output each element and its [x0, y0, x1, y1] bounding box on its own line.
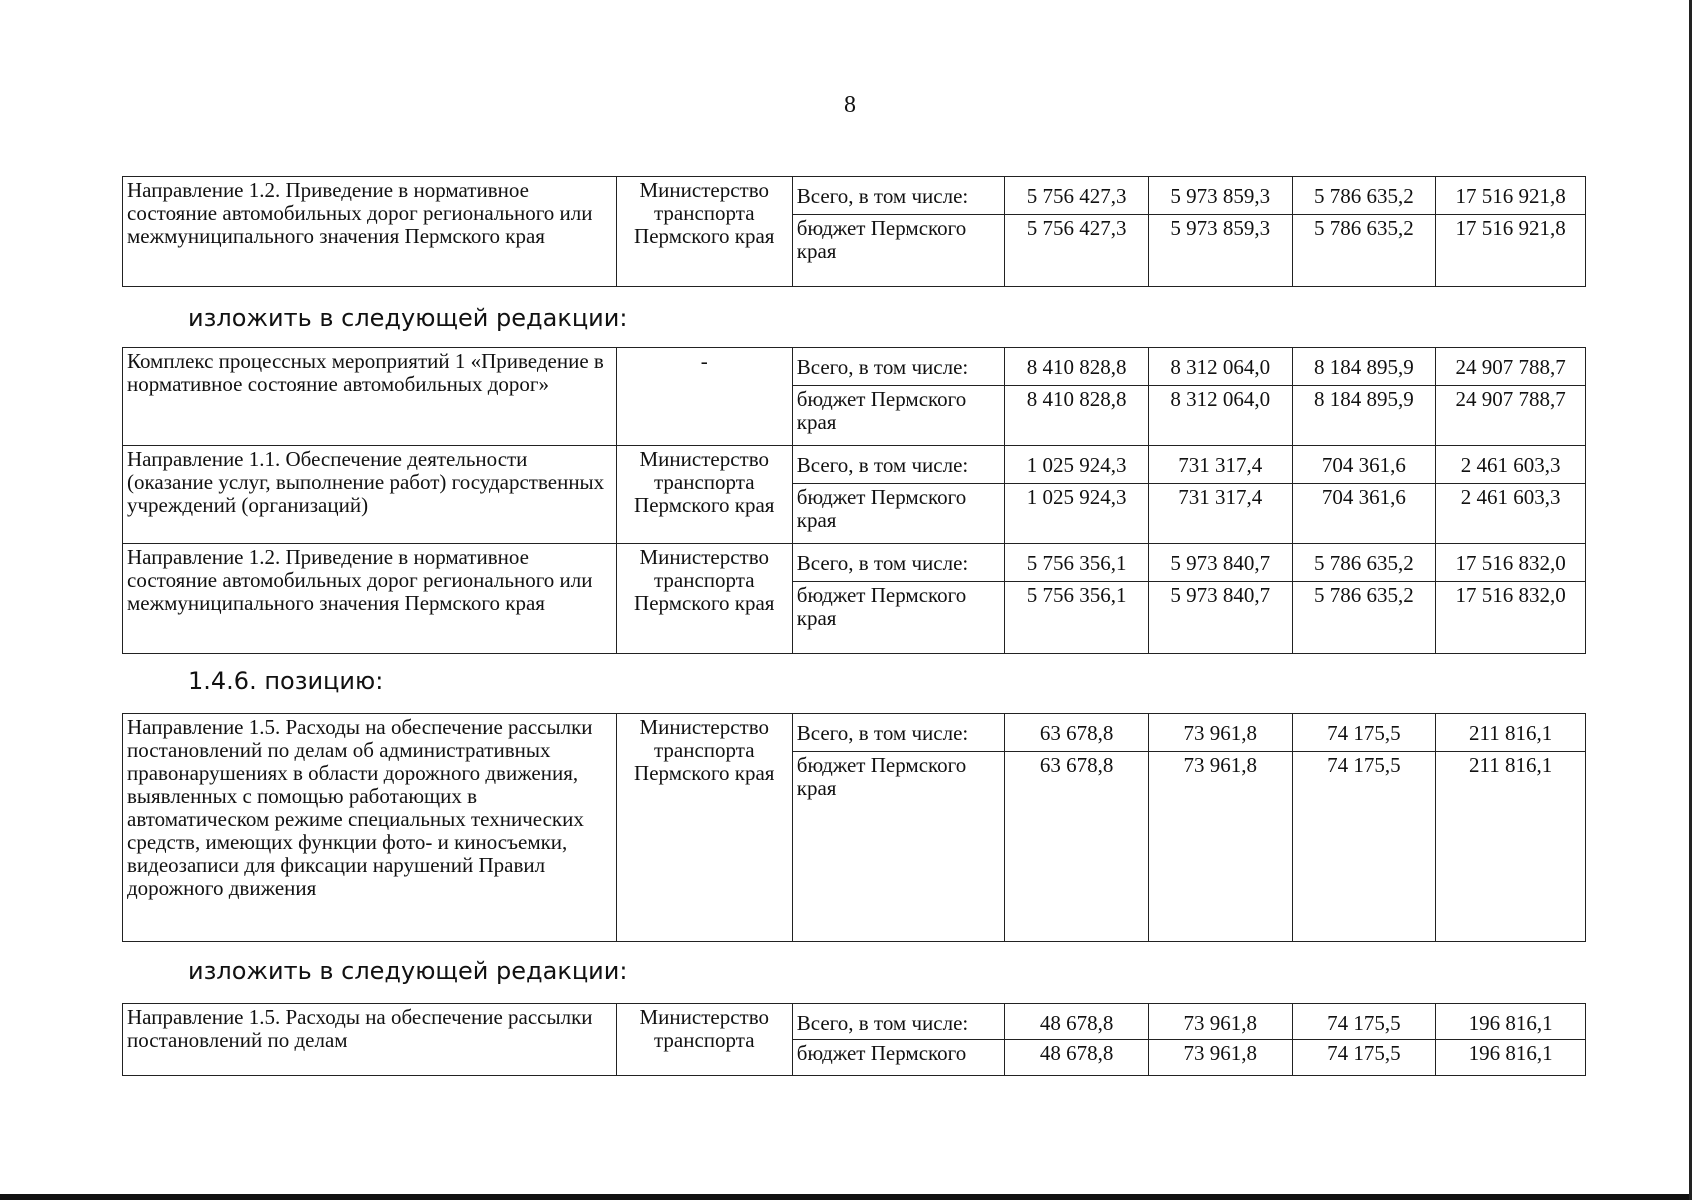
year-value-cell: 63 678,8 [1005, 714, 1149, 752]
scan-edge-bottom [0, 1194, 1692, 1200]
total-value-cell: 17 516 832,0 [1436, 544, 1586, 582]
total-value-cell: 24 907 788,7 [1436, 348, 1586, 386]
year-value-cell: 48 678,8 [1005, 1040, 1149, 1076]
year-value-cell: 73 961,8 [1148, 714, 1292, 752]
table-row [123, 1004, 1586, 1040]
instruction-text: изложить в следующей редакции: [188, 304, 628, 332]
year-value-cell: 8 410 828,8 [1005, 386, 1149, 446]
executor-cell: Министерство транспорта Пермского края [616, 446, 792, 544]
instruction-text: 1.4.6. позицию: [188, 667, 384, 695]
table-row [123, 177, 1586, 215]
executor-cell: Министерство транспорта Пермского края [616, 544, 792, 654]
year-value-cell: 5 756 356,1 [1005, 582, 1149, 654]
year-value-cell: 5 973 859,3 [1148, 177, 1292, 215]
year-value-cell: 8 184 895,9 [1292, 386, 1436, 446]
event-name-cell: Комплекс процессных мероприятий 1 «Приведение в нормативное состояние автомобильных дорог» [123, 348, 617, 446]
year-value-cell: 704 361,6 [1292, 484, 1436, 544]
total-value-cell: 24 907 788,7 [1436, 386, 1586, 446]
year-value-cell: 74 175,5 [1292, 752, 1436, 942]
total-value-cell: 17 516 921,8 [1436, 215, 1586, 287]
funding-source-cell: бюджет Пермского края [792, 215, 1004, 287]
year-value-cell: 74 175,5 [1292, 1004, 1436, 1040]
table-row [123, 714, 1586, 752]
year-value-cell: 63 678,8 [1005, 752, 1149, 942]
year-value-cell: 74 175,5 [1292, 1040, 1436, 1076]
year-value-cell: 5 786 635,2 [1292, 215, 1436, 287]
year-value-cell: 73 961,8 [1148, 752, 1292, 942]
year-value-cell: 5 786 635,2 [1292, 544, 1436, 582]
funding-source-cell: бюджет Пермского [792, 1040, 1004, 1076]
year-value-cell: 731 317,4 [1148, 446, 1292, 484]
funding-source-cell: бюджет Пермского края [792, 386, 1004, 446]
total-value-cell: 196 816,1 [1436, 1004, 1586, 1040]
year-value-cell: 73 961,8 [1148, 1004, 1292, 1040]
funding-source-cell: бюджет Пермского края [792, 752, 1004, 942]
year-value-cell: 8 312 064,0 [1148, 386, 1292, 446]
year-value-cell: 731 317,4 [1148, 484, 1292, 544]
funding-source-cell: Всего, в том числе: [792, 1004, 1004, 1040]
budget-table [122, 1003, 1586, 1076]
funding-source-cell: Всего, в том числе: [792, 714, 1004, 752]
year-value-cell: 74 175,5 [1292, 714, 1436, 752]
executor-cell: - [616, 348, 792, 446]
year-value-cell: 1 025 924,3 [1005, 484, 1149, 544]
year-value-cell: 704 361,6 [1292, 446, 1436, 484]
budget-table [122, 176, 1586, 287]
executor-cell: Министерство транспорта Пермского края [616, 177, 792, 287]
funding-source-cell: Всего, в том числе: [792, 446, 1004, 484]
year-value-cell: 5 786 635,2 [1292, 582, 1436, 654]
budget-table [122, 347, 1586, 654]
total-value-cell: 196 816,1 [1436, 1040, 1586, 1076]
year-value-cell: 73 961,8 [1148, 1040, 1292, 1076]
funding-source-cell: бюджет Пермского края [792, 582, 1004, 654]
budget-table [122, 713, 1586, 942]
total-value-cell: 2 461 603,3 [1436, 446, 1586, 484]
total-value-cell: 17 516 921,8 [1436, 177, 1586, 215]
total-value-cell: 211 816,1 [1436, 714, 1586, 752]
event-name-cell: Направление 1.2. Приведение в нормативное состояние автомобильных дорог регионального или межмуниципального значения Пермского края [123, 544, 617, 654]
table-row [123, 544, 1586, 582]
total-value-cell: 211 816,1 [1436, 752, 1586, 942]
year-value-cell: 1 025 924,3 [1005, 446, 1149, 484]
event-name-cell: Направление 1.5. Расходы на обеспечение рассылки постановлений по делам об административных правонарушениях в области дорожного движения, выявленных с помощью работающих в автоматическом режиме специальных технических средств, имеющих функции фото- и киносъемки, видеозаписи для фиксации нарушений Правил дорожного движения [123, 714, 617, 942]
executor-cell: Министерство транспорта Пермского края [616, 714, 792, 942]
year-value-cell: 8 312 064,0 [1148, 348, 1292, 386]
total-value-cell: 17 516 832,0 [1436, 582, 1586, 654]
table-row [123, 348, 1586, 386]
funding-source-cell: Всего, в том числе: [792, 348, 1004, 386]
year-value-cell: 8 184 895,9 [1292, 348, 1436, 386]
year-value-cell: 8 410 828,8 [1005, 348, 1149, 386]
funding-source-cell: Всего, в том числе: [792, 544, 1004, 582]
year-value-cell: 5 756 356,1 [1005, 544, 1149, 582]
page-number: 8 [844, 92, 856, 118]
total-value-cell: 2 461 603,3 [1436, 484, 1586, 544]
table-row [123, 446, 1586, 484]
year-value-cell: 5 973 859,3 [1148, 215, 1292, 287]
year-value-cell: 5 756 427,3 [1005, 215, 1149, 287]
instruction-text: изложить в следующей редакции: [188, 957, 628, 985]
year-value-cell: 5 973 840,7 [1148, 544, 1292, 582]
event-name-cell: Направление 1.2. Приведение в нормативное состояние автомобильных дорог регионального или межмуниципального значения Пермского края [123, 177, 617, 287]
year-value-cell: 48 678,8 [1005, 1004, 1149, 1040]
event-name-cell: Направление 1.5. Расходы на обеспечение рассылки постановлений по делам [123, 1004, 617, 1076]
year-value-cell: 5 756 427,3 [1005, 177, 1149, 215]
funding-source-cell: бюджет Пермского края [792, 484, 1004, 544]
year-value-cell: 5 973 840,7 [1148, 582, 1292, 654]
funding-source-cell: Всего, в том числе: [792, 177, 1004, 215]
event-name-cell: Направление 1.1. Обеспечение деятельности (оказание услуг, выполнение работ) государственных учреждений (организаций) [123, 446, 617, 544]
executor-cell: Министерство транспорта [616, 1004, 792, 1076]
year-value-cell: 5 786 635,2 [1292, 177, 1436, 215]
